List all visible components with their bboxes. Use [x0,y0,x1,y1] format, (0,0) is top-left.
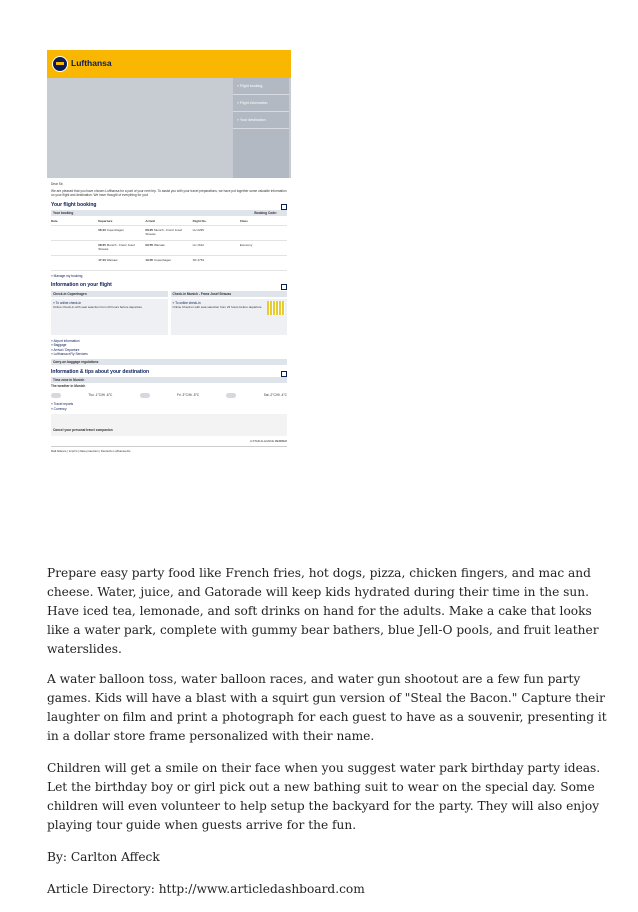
arr-city: Munich - Franz Josef Strauss [145,227,182,236]
alliance-label: A STAR ALLIANCE MEMBER [250,438,287,443]
online-checkin-note: Online Check-in with seat selection from 23 hours before departure [172,305,262,310]
flight-number: LH 2295 [192,227,204,232]
efly-services-link[interactable]: » Lufthansa eFly Services [51,351,88,356]
intro-text: We are pleased that you have chosen Lufthansa for a part of your next trip. To assist you with your travel preparations, we have put together some valuable information on your flight and destination. We have thought of everything for you! [51,189,287,198]
article [47,564,607,912]
destination-title: Information & tips about your destination [51,370,287,374]
lufthansa-logo-icon [52,56,68,72]
checkin-right-header: Check-in Munich - Franz Josef Strauss [171,291,288,297]
booking-code-label: Booking Code: [254,210,277,215]
carry-on-note: Carry-on baggage regulations [51,359,287,365]
article-paragraph: Prepare easy party food like French fries, hot dogs, pizza, chicken fingers, and mac and cheese. Water, juice, and Gatorade will keep kids hydrated during their time in the sun. Have iced tea, lemonade, and soft drinks on hand for the adults. Make a cake that looks like a water park, complete with gummy bear bathers, blue Jell-O pools, and fruit leather waterslides. [47,566,599,656]
online-checkin-link[interactable]: » To online check-in [172,301,201,306]
cloud-icon [51,393,61,398]
dep-city: Copenhagen [106,227,124,232]
info-links [51,339,287,356]
booking-header-left: Your booking [53,210,74,215]
menu-item-flight-information[interactable]: » Flight information [233,95,289,112]
flight-row [51,226,287,241]
weather-label: The weather in Munich [51,384,86,389]
notice-box [51,414,287,436]
info-title: Information on your flight [51,283,287,287]
booking-title: Your flight booking [51,203,287,207]
forecast-day: Sat -2°C/Hi -4°C [263,393,287,398]
weather-forecast [51,388,287,402]
dep-time: 08:35 [98,242,106,247]
manage-booking-link[interactable]: » Manage my booking [51,273,83,278]
email-body [47,178,291,453]
article-directory: Article Directory: http://www.articledashboard.com [47,882,365,896]
dep-time: 17:40 [98,257,106,262]
flight-number: SK 2752 [192,257,205,262]
col-class: Class [239,218,248,223]
dep-city: Munich - Franz Josef Strauss [98,242,135,251]
baggage-link[interactable]: » Baggage [51,343,67,348]
byline: By: Carlton Affeck [47,850,160,864]
checkin-right-box [171,299,288,335]
flight-number: LH 1612 [192,242,204,247]
arrival-departure-link[interactable]: » Arrival / Departure [51,347,80,352]
menu-item-flight-booking[interactable]: » Flight booking [233,78,289,95]
booking-columns [51,217,287,226]
checkin-left-header: Check-in Copenhagen [51,291,168,297]
seat-map-icon [267,301,285,315]
booking-header [51,210,287,216]
arr-time: 19:05 [145,257,154,262]
online-checkin-note: Online Check-in with seat selection from 23 hours before departure [53,305,143,310]
companion-link[interactable]: Cancel your personal travel companion [53,427,113,432]
travel-reports-link[interactable]: » Travel reports [51,402,74,407]
embedded-screenshot [47,50,291,562]
arr-city: Warsaw [153,242,165,247]
article-paragraph: A water balloon toss, water balloon races, and water gun shootout are a few fun party games. Kids will have a blast with a squirt gun version of "Steal the Bacon." Capture their laughter on film and print a photograph for each guest to have as a souvenir, presenting it in a dollar store frame personalized with their name. [47,672,607,743]
menu-item-destination[interactable]: » Your destination [233,112,289,129]
arr-time: 09:55 [145,242,154,247]
arr-time: 08:25 [145,227,154,232]
dep-time: 06:40 [98,227,106,232]
checkin-columns [51,290,287,335]
flight-row [51,241,287,256]
dep-city: Warsaw [106,257,118,262]
time-zone-label: Time zone in Munich [51,377,287,383]
footer-links[interactable]: Mail Alliance | Imprint | Data protection | Deutsche Lufthansa AG [51,446,287,453]
col-departure: Departure [98,218,113,223]
greeting: Dear Sir, [51,182,64,186]
arr-city: Copenhagen [153,257,172,262]
brand-name: Lufthansa [71,58,112,68]
flight-class: Economy [239,242,253,247]
email-menu [233,78,289,178]
airport-info-link[interactable]: » Airport information [51,339,80,344]
col-arrival: Arrival [145,218,155,223]
checkin-left-box [51,299,168,335]
hero-banner [47,78,291,178]
flight-row [51,256,287,271]
online-checkin-link[interactable]: » To online check-in [53,301,82,306]
article-paragraph: Children will get a smile on their face when you suggest water park birthday party ideas. Let the birthday boy or girl pick out a new bathing suit to wear on the special day. Some children will even volunteer to help setup the backyard for the party. They will also enjoy playing tour guide when guests arrive for the fun. [47,761,601,832]
forecast-day: Thu -1°C/Hi -6°C [88,393,113,398]
email-header [47,50,291,78]
col-flight: Flight No. [192,218,207,223]
currency-link[interactable]: » Currency [51,406,67,411]
cloud-icon [226,393,236,398]
cloud-icon [140,393,150,398]
col-date: Date [51,218,58,223]
forecast-day: Fri -3°C/Hi -5°C [176,393,200,398]
